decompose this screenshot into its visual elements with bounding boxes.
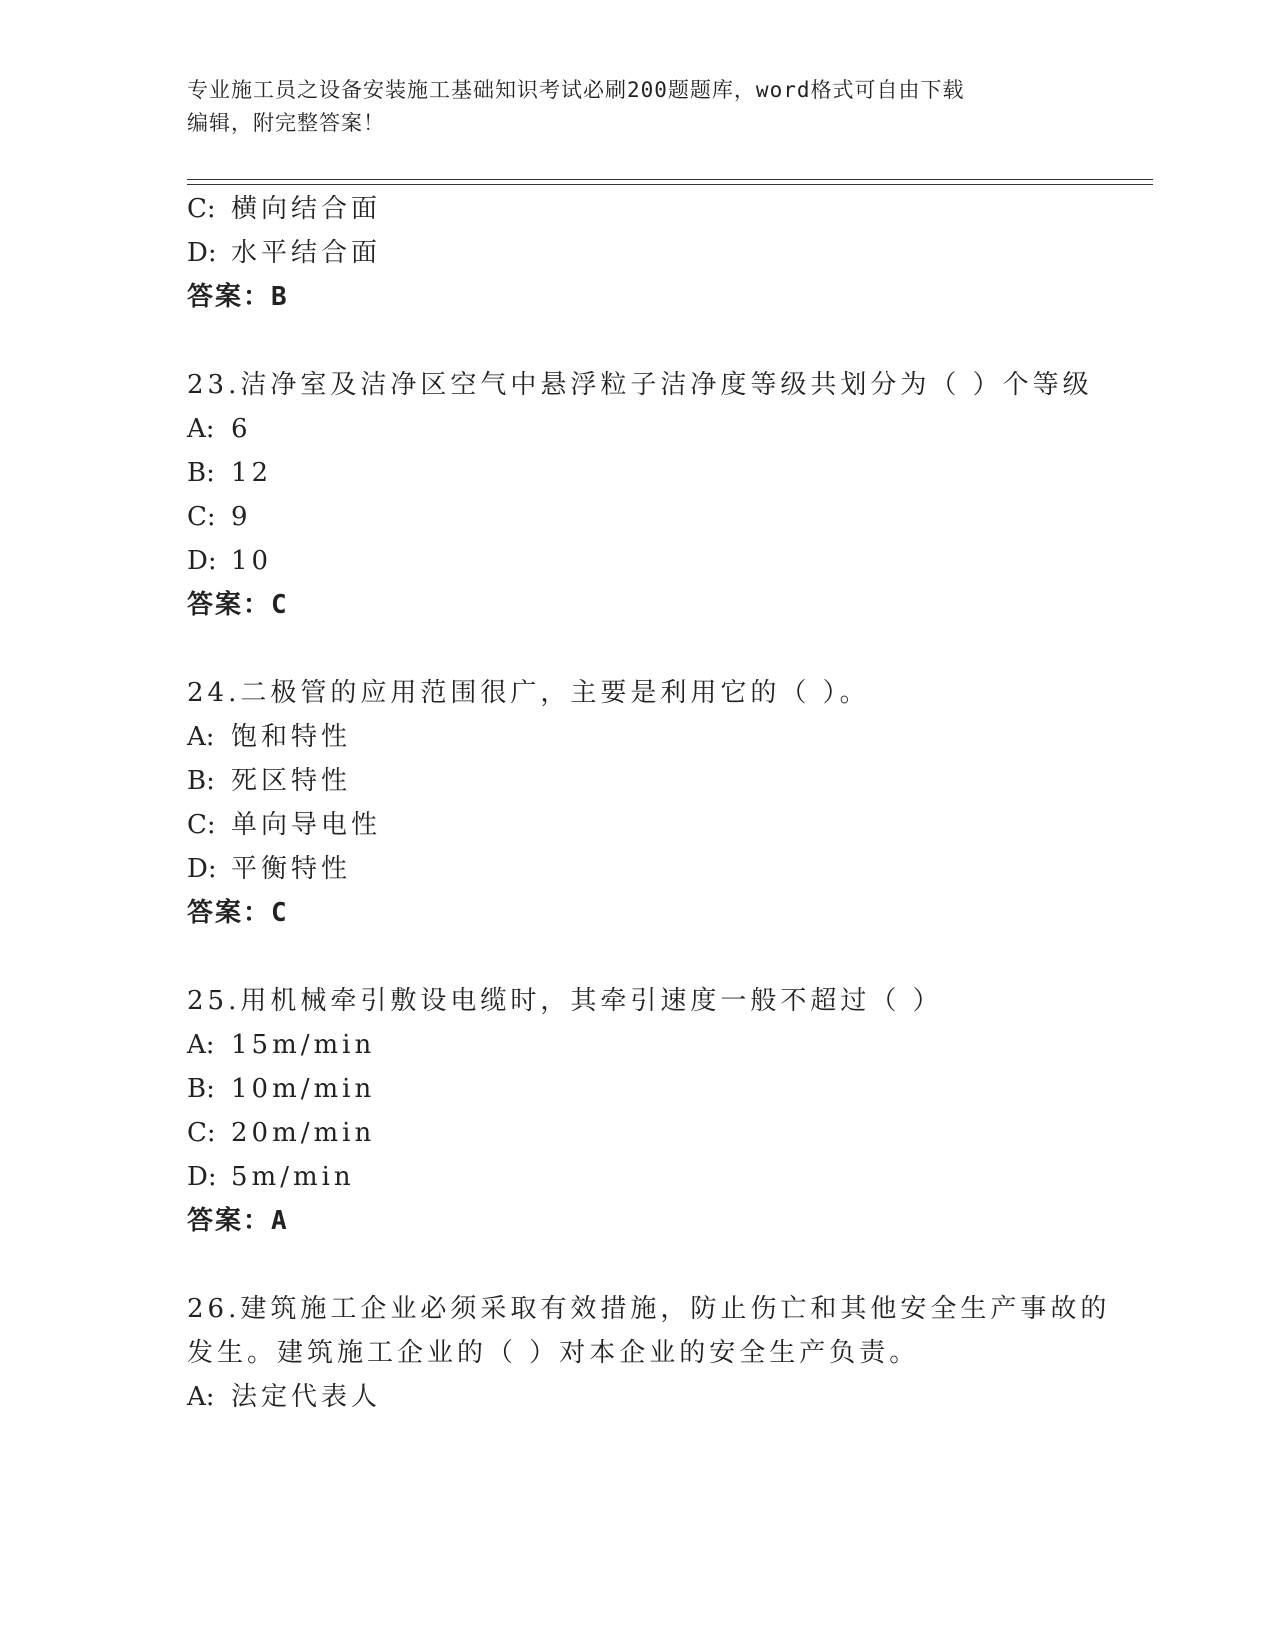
option-d [187,544,272,578]
answer-prefix: 答案： [187,282,272,312]
option-a [187,1028,375,1062]
option-d [187,1160,355,1194]
option-b [187,1072,375,1106]
option-text: 6 [231,414,252,444]
header-title-line-2: 编辑，附完整答案！ [187,111,385,135]
header-divider-top [187,179,1153,180]
header-title-line-1: 专业施工员之设备安装施工基础知识考试必刷200题题库，word格式可自由下载 [187,78,965,102]
option-text: 12 [231,458,273,488]
option-a [187,1380,381,1414]
answer-value: A [271,1206,289,1236]
option-d [187,852,351,886]
option-label: B: [187,1074,215,1104]
question-stem-continued: 发生。建筑施工企业的（ ）对本企业的安全生产负责。 [187,1338,920,1368]
answer-prefix: 答案： [187,898,272,928]
header-divider-bottom [187,184,1153,185]
option-label: C: [187,194,216,224]
answer-prefix: 答案： [187,1206,272,1236]
option-label: B: [187,766,215,796]
answer-line [187,1204,289,1238]
option-label: C: [187,502,216,532]
option-label: A: [187,1382,215,1412]
option-a [187,412,252,446]
option-label: A: [187,1030,215,1060]
option-text: 横向结合面 [231,194,382,224]
option-c [187,500,252,534]
option-label: A: [187,722,215,752]
question-stem: 25.用机械牵引敷设电缆时，其牵引速度一般不超过（ ） [187,986,943,1016]
option-label: D: [187,854,217,884]
option-c [187,808,381,842]
option-text: 15m/min [231,1030,376,1060]
answer-line [187,280,289,314]
option-b [187,764,351,798]
option-text: 5m/min [231,1162,355,1192]
question-stem: 26.建筑施工企业必须采取有效措施，防止伤亡和其他安全生产事故的 [187,1294,1111,1324]
option-text: 20m/min [231,1118,376,1148]
option-label: D: [187,238,217,268]
option-b [187,456,272,490]
answer-value: B [271,282,289,312]
option-d [187,236,381,270]
answer-value: C [271,898,289,928]
option-label: B: [187,458,215,488]
option-c [187,1116,375,1150]
answer-prefix: 答案： [187,590,272,620]
option-a [187,720,351,754]
option-label: C: [187,810,216,840]
answer-value: C [271,590,289,620]
answer-line [187,588,289,622]
question-stem: 23.洁净室及洁净区空气中悬浮粒子洁净度等级共划分为（ ）个等级 [187,370,1093,400]
option-text: 平衡特性 [231,854,352,884]
option-label: D: [187,1162,217,1192]
option-c [187,192,381,226]
option-label: C: [187,1118,216,1148]
option-text: 10m/min [231,1074,376,1104]
option-text: 死区特性 [231,766,352,796]
option-text: 水平结合面 [231,238,382,268]
question-stem: 24.二极管的应用范围很广，主要是利用它的（ ）。 [187,678,870,708]
option-label: D: [187,546,217,576]
option-text: 法定代表人 [231,1382,382,1412]
option-text: 9 [231,502,252,532]
option-label: A: [187,414,215,444]
document-header [187,74,1087,140]
option-text: 单向导电性 [231,810,382,840]
answer-line [187,896,289,930]
option-text: 饱和特性 [231,722,352,752]
option-text: 10 [231,546,273,576]
